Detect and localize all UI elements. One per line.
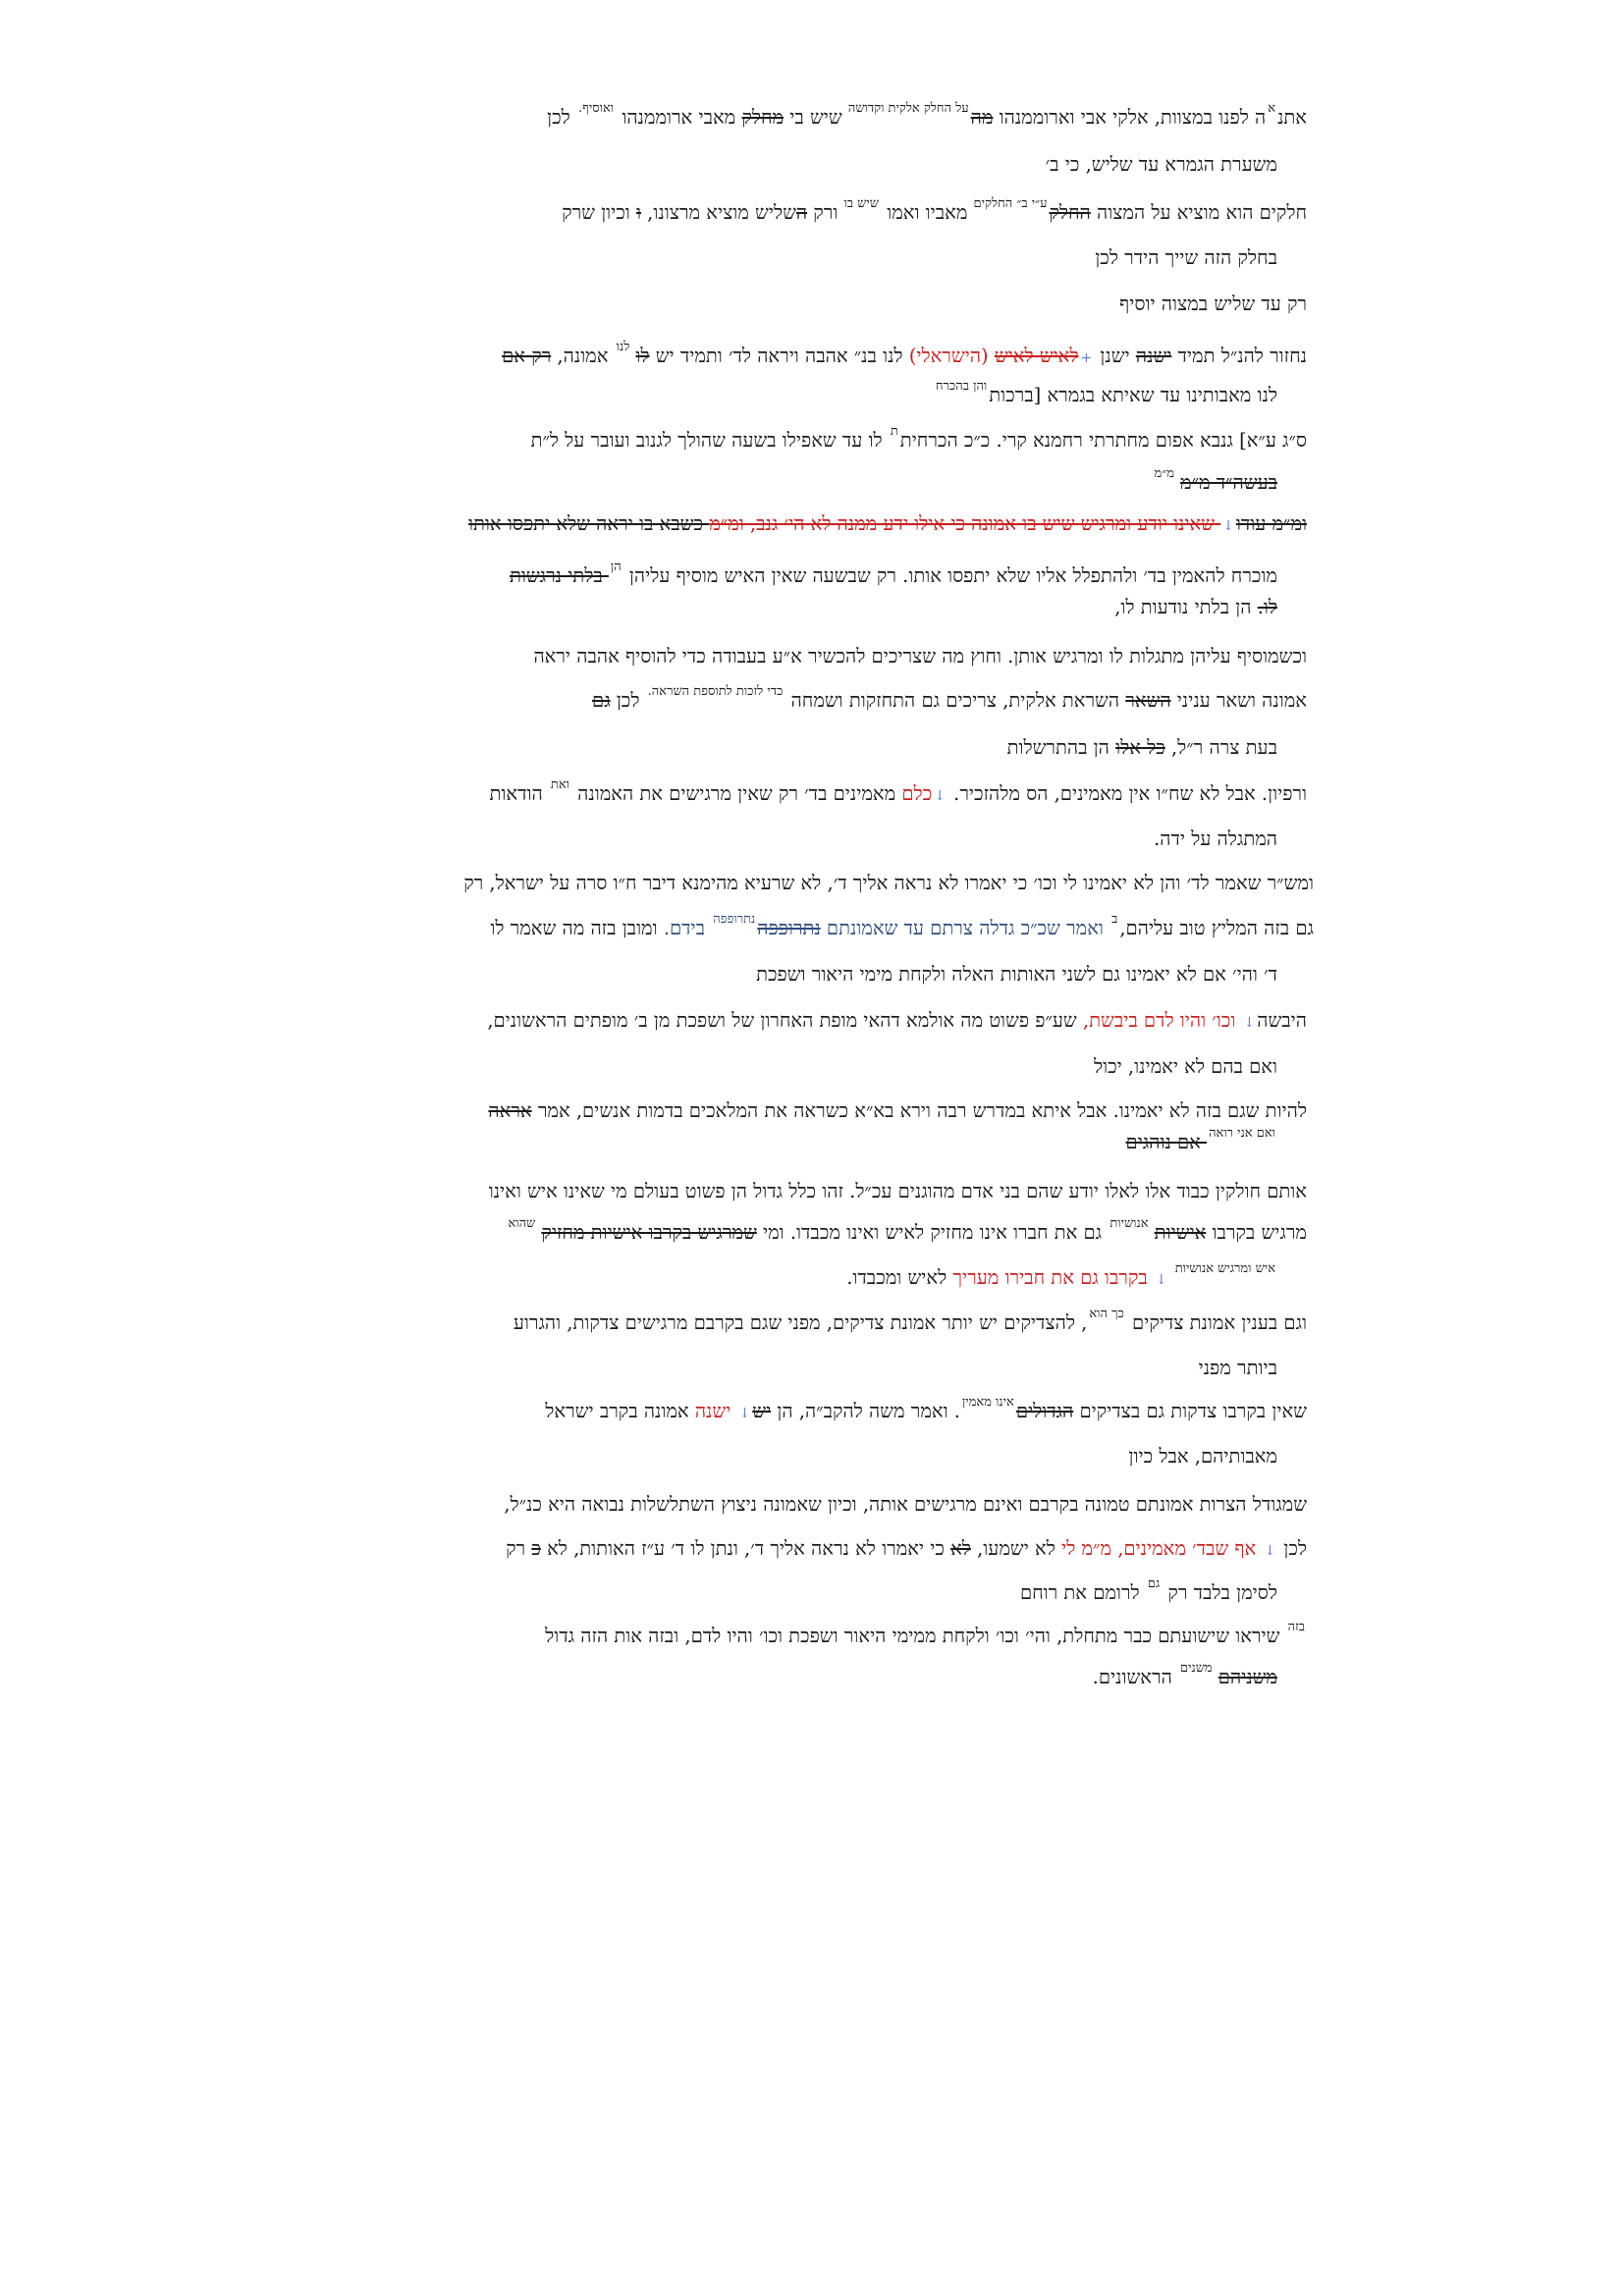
interlinear-insertion: אינו מאמין (961, 1395, 1014, 1410)
struck-red-text: לאיש לאיש (994, 345, 1079, 367)
text-line (1094, 1055, 1277, 1079)
red-insertion: בקרבו גם את חבירו מעריך (952, 1266, 1154, 1289)
text-run: ורק (807, 201, 839, 224)
red-insertion: אף שבד׳ מאמינים, מ״מ לי (1061, 1537, 1263, 1560)
insertion-caret-icon: ↓ (738, 1406, 751, 1421)
text-run: להיות שגם בזה לא יאמינו. אבל איתא במדרש רבה וירא בא״א כשראה את המלאכים בדמות אנשים, אמר (531, 1099, 1307, 1122)
interlinear-insertion: שהוא (508, 1216, 540, 1231)
red-insertion: וכו׳ והיו לדם ביבשת, (1082, 1009, 1242, 1032)
interlinear-insertion: אנושיות (1109, 1216, 1153, 1231)
text-run: לו עד שאפילו בשעה שהולך לגנוב ועובר על ל״ת (530, 429, 889, 452)
interlinear-insertion: איש ומרגיש אנושיות (1170, 1261, 1275, 1276)
interlinear-insertion: בזה (1287, 1620, 1305, 1634)
text-run: ומש״ר שאמר לד׳ והן לא יאמינו לי וכו׳ כי יאמרו לא נראה אליך ד׳, לא שרעיא מהימנא דיבר ח״ו סרה על ישראל, רק (463, 872, 1314, 894)
text-run: לסימן בלבד רק (1162, 1581, 1277, 1604)
struck-text: ישנה (1135, 345, 1172, 367)
interlinear-insertion: ואם אני רואה (1209, 1126, 1275, 1141)
text-run: נחזור להנ״ל תמיד (1171, 345, 1307, 367)
text-line (506, 1537, 1307, 1563)
struck-text: אם נוהגים (1125, 1131, 1208, 1153)
insertion-caret-icon: ↓ (934, 788, 946, 804)
text-line (756, 963, 1277, 987)
text-line (509, 560, 1277, 591)
text-line (1153, 466, 1277, 498)
text-run: רק עד שליש במצוה יוסיף (1119, 293, 1307, 315)
text-run: ומובן בזה מה שאמר לו (490, 917, 664, 939)
text-line (1199, 1357, 1277, 1380)
text-run: לכן (547, 106, 576, 129)
interlinear-insertion: א (1268, 101, 1276, 116)
text-run: בחלק הזה שייך הידר לכן (1095, 246, 1277, 269)
text-run: אהבה ויראה לד׳ ותמיד יש (649, 345, 854, 367)
text-run: המתגלה על ידה. (1154, 828, 1277, 850)
text-run: אמונה בקרב ישראל (545, 1400, 695, 1422)
struck-text: כשבא בו יראה שלא יתפסו אותו (468, 512, 710, 535)
text-run: כי יאמרו לא נראה אליך ד׳, ונתן לו ד׳ ע״ז האותות, לא (540, 1537, 951, 1560)
text-line (487, 1009, 1307, 1035)
text-line (547, 101, 1307, 133)
text-run: , להצדיקים יש יותר אמונת צדיקים, מפני שגם בקרבם מרגישים צדקות, והגרוע (513, 1311, 1088, 1334)
text-run: הן בהתרשלות (1006, 736, 1116, 759)
interlinear-insertion: לנו (616, 340, 634, 354)
text-run: שע״פ פשוט מה אולמא דהאי מופת האחרון של ושפכת מן ב׳ מופתים הראשונים, (487, 1009, 1083, 1032)
text-line (488, 1099, 1307, 1123)
text-run: לא ישמעו, (970, 1537, 1062, 1560)
text-run: אמונה ושאר עניני (1170, 689, 1307, 712)
interlinear-insertion: על החלק אלקית וקדושה (843, 101, 969, 116)
struck-text: הגדולים (1015, 1400, 1074, 1422)
text-line (489, 1180, 1307, 1203)
struck-text: אראה (488, 1099, 532, 1122)
interlinear-insertion: ב (1111, 912, 1118, 927)
struck-text: בעשה״ד מ״מ (1180, 471, 1277, 494)
text-run: לרומם את רוחם (1019, 1581, 1146, 1604)
struck-text: ו (635, 201, 641, 224)
insertion-caret-icon: + (1080, 350, 1093, 366)
text-run: לכן (610, 689, 646, 712)
interlinear-insertion: כך הוא (1089, 1307, 1124, 1321)
insertion-caret-icon: ↓ (1243, 1015, 1256, 1031)
text-run: ד׳ והי׳ אם לא יאמינו גם לשני האותות האלה ולקחת מימי היאור ושפכת (756, 963, 1277, 986)
struck-text: בלתי נרגשות (509, 564, 609, 587)
text-line (1046, 153, 1277, 177)
text-run: ביותר מפני (1198, 1357, 1277, 1379)
text-run: שיש בי (784, 106, 842, 129)
interlinear-insertion: שיש בו (839, 196, 879, 211)
text-line (1092, 1661, 1277, 1692)
text-run: בעת צרה ר״ל, (1164, 736, 1277, 759)
struck-red-text: שאינו יודע ומרגיש שיש בו אמונה כי אילו ידע ממנה לא הי׳ גנב, ומ״מ (709, 512, 1221, 535)
text-run: חלקים הוא מוציא על המצוה (1090, 201, 1307, 224)
text-line (463, 872, 1314, 895)
blue-text: נתרופפה (757, 917, 821, 939)
red-insertion: כלם (901, 782, 933, 805)
text-line (1007, 736, 1277, 760)
text-line (1095, 246, 1277, 270)
text-run: רק (506, 1537, 532, 1560)
text-run: גם בזה המליץ טוב עליהם, (1119, 917, 1314, 939)
text-run: לנו מאבותינו עד שאיתא בגמרא [ברכות (989, 384, 1277, 406)
text-line (506, 1216, 1307, 1248)
struck-text: השאר (1125, 689, 1171, 712)
text-line (489, 777, 1307, 809)
text-run: אתנ (1277, 106, 1307, 129)
struck-text: שמרגיש בקרבו אישיות מחזיק (541, 1221, 757, 1244)
text-line (468, 512, 1307, 538)
text-line (846, 1261, 1277, 1293)
text-run: ורפיון. אבל לא שח״ו אין מאמינים, הס מלהזכיר. (947, 782, 1307, 805)
text-run: וכיון שרק (562, 201, 636, 224)
text-run: . ואמר משה להקב״ה, הן (771, 1400, 960, 1422)
text-line (934, 379, 1277, 410)
interlinear-insertion: ואוסיף. (578, 101, 615, 116)
text-run: שמגודל הצרות אמונתם טמונה בקרבם ואינם מרגישים אותה, וכיון שאמונה ניצוץ השתלשלות נבואה היא כנ״ל, (504, 1493, 1307, 1516)
red-insertion: (הישראלי) (908, 345, 995, 367)
interlinear-insertion: ת (890, 424, 898, 439)
struck-text: החלק (1049, 201, 1091, 224)
text-line (1019, 1576, 1277, 1608)
struck-text: משניהם (1217, 1666, 1277, 1688)
insertion-caret-icon: ↓ (1155, 1272, 1167, 1288)
struck-text: ה (795, 201, 808, 224)
text-line (1129, 1445, 1277, 1468)
text-run: גם את חברו אינו מחזיק לאיש ואינו מכבדו. ומי (756, 1221, 1109, 1244)
interlinear-insertion: מ״מ (1154, 466, 1179, 481)
text-run: הודאות (489, 782, 549, 805)
text-line (1125, 1126, 1277, 1157)
red-insertion: ישנה (694, 1400, 737, 1422)
interlinear-insertion: הן (610, 560, 622, 574)
text-run: הראשונים. (1092, 1666, 1178, 1688)
text-run: מאביו ואמו (881, 201, 968, 224)
interlinear-insertion: ואת (550, 777, 569, 792)
struck-text: יש (752, 1400, 772, 1422)
text-line (533, 645, 1307, 668)
text-run: לכן (1277, 1537, 1307, 1560)
text-line (502, 340, 1307, 371)
insertion-caret-icon: ↓ (1264, 1543, 1276, 1559)
text-line (1114, 596, 1277, 619)
text-run: וכשמוסיף עליהן מתגלות לו ומרגיש אותן. וחוץ מה שצריכים להכשיר א״ע בעבודה כדי להוסיף אהבה יראה (533, 645, 1307, 667)
text-run: מרגיש בקרבו (1206, 1221, 1307, 1244)
text-line (513, 1307, 1307, 1338)
struck-text: אישיות (1154, 1221, 1207, 1244)
text-line (592, 684, 1307, 716)
struck-text: כ (531, 1537, 541, 1560)
text-run: מאבותיהם, אבל כיון (1128, 1445, 1277, 1468)
text-run: ס״ג ע״א] גנבא אפום מחתרתי רחמנא קרי. כ״כ הכרחית (899, 429, 1307, 452)
text-run: הן בלתי נודעות לו, (1114, 596, 1258, 618)
text-line (504, 1493, 1307, 1517)
struck-text: כל אלו (1115, 736, 1165, 759)
struck-text: ומ״מ עודו (1235, 512, 1307, 535)
text-line (562, 196, 1307, 228)
text-run: מאבי ארוממנהו (616, 106, 742, 129)
text-run: אמונה, (551, 345, 615, 367)
text-run: אותם חולקין כבוד אלו לאלו יודע שהם בני אדם מהוגנים עכ״ל. זהו כלל גדול הן פשוט בעולם מי שאינו איש ואינו (488, 1180, 1307, 1202)
text-line (490, 912, 1314, 943)
text-run: וגם בענין אמונת צדיקים (1125, 1311, 1307, 1334)
text-run: שאין בקרבו צדקות גם בצדיקים (1073, 1400, 1307, 1422)
interlinear-insertion: משנים (1179, 1661, 1217, 1676)
struck-text: רק אם (502, 345, 552, 367)
interlinear-insertion: ע״י ב״ החלקים (969, 196, 1048, 211)
struck-text: מה (970, 106, 994, 129)
text-run: שליש מוציא מרצונו, (640, 201, 796, 224)
struck-text: לו. (1257, 596, 1277, 618)
text-run: השראת אלקית, צריכים גם התחזקות ושמחה (784, 689, 1126, 712)
insertion-caret-icon: ↓ (1222, 518, 1234, 534)
text-run: לנו בנ״ (853, 345, 909, 367)
text-line (545, 1620, 1307, 1651)
text-run: היבשה (1257, 1009, 1307, 1032)
struck-text: גם (592, 689, 611, 712)
text-line (1154, 828, 1277, 851)
text-line (545, 1395, 1307, 1426)
text-run: שיראו שישועתם כבר מתחלת, והי׳ וכו׳ ולקחת ממימי היאור ושפכת וכו׳ והיו לדם, ובזה אות הזה גדול (545, 1625, 1286, 1647)
text-run: ישנן (1094, 345, 1136, 367)
blue-text: בידם. (663, 917, 712, 939)
blue-text: ואמר שכ״כ גדלה צרתם עד שאמונתם (820, 917, 1110, 939)
text-run: מאמינים בד׳ רק שאין מרגישים את האמונה (570, 782, 902, 805)
struck-text: לא (950, 1537, 971, 1560)
struck-text: מחלק (741, 106, 784, 129)
interlinear-insertion: גם (1147, 1576, 1161, 1591)
struck-text: לו (635, 345, 650, 367)
blue-text: נתרופפה (713, 912, 756, 927)
text-line (1119, 293, 1307, 316)
interlinear-insertion: והן בהכרח (935, 379, 988, 394)
text-run: ואם בהם לא יאמינו, יכול (1093, 1055, 1277, 1078)
text-run: ה לפנו במצוות, אלקי אבי וארוממנהו (993, 106, 1267, 129)
text-run: משערת הגמרא עד שליש, כי ב׳ (1045, 153, 1277, 176)
text-line (530, 424, 1307, 455)
text-run: מוכרח להאמין בד׳ ולהתפלל אליו שלא יתפסו אותו. רק שבשעה שאין האיש מוסיף עליהן (622, 564, 1277, 587)
interlinear-insertion: כדי לזכות לתוספת השראה. (647, 684, 784, 699)
text-run: לאיש ומכבדו. (846, 1266, 953, 1289)
